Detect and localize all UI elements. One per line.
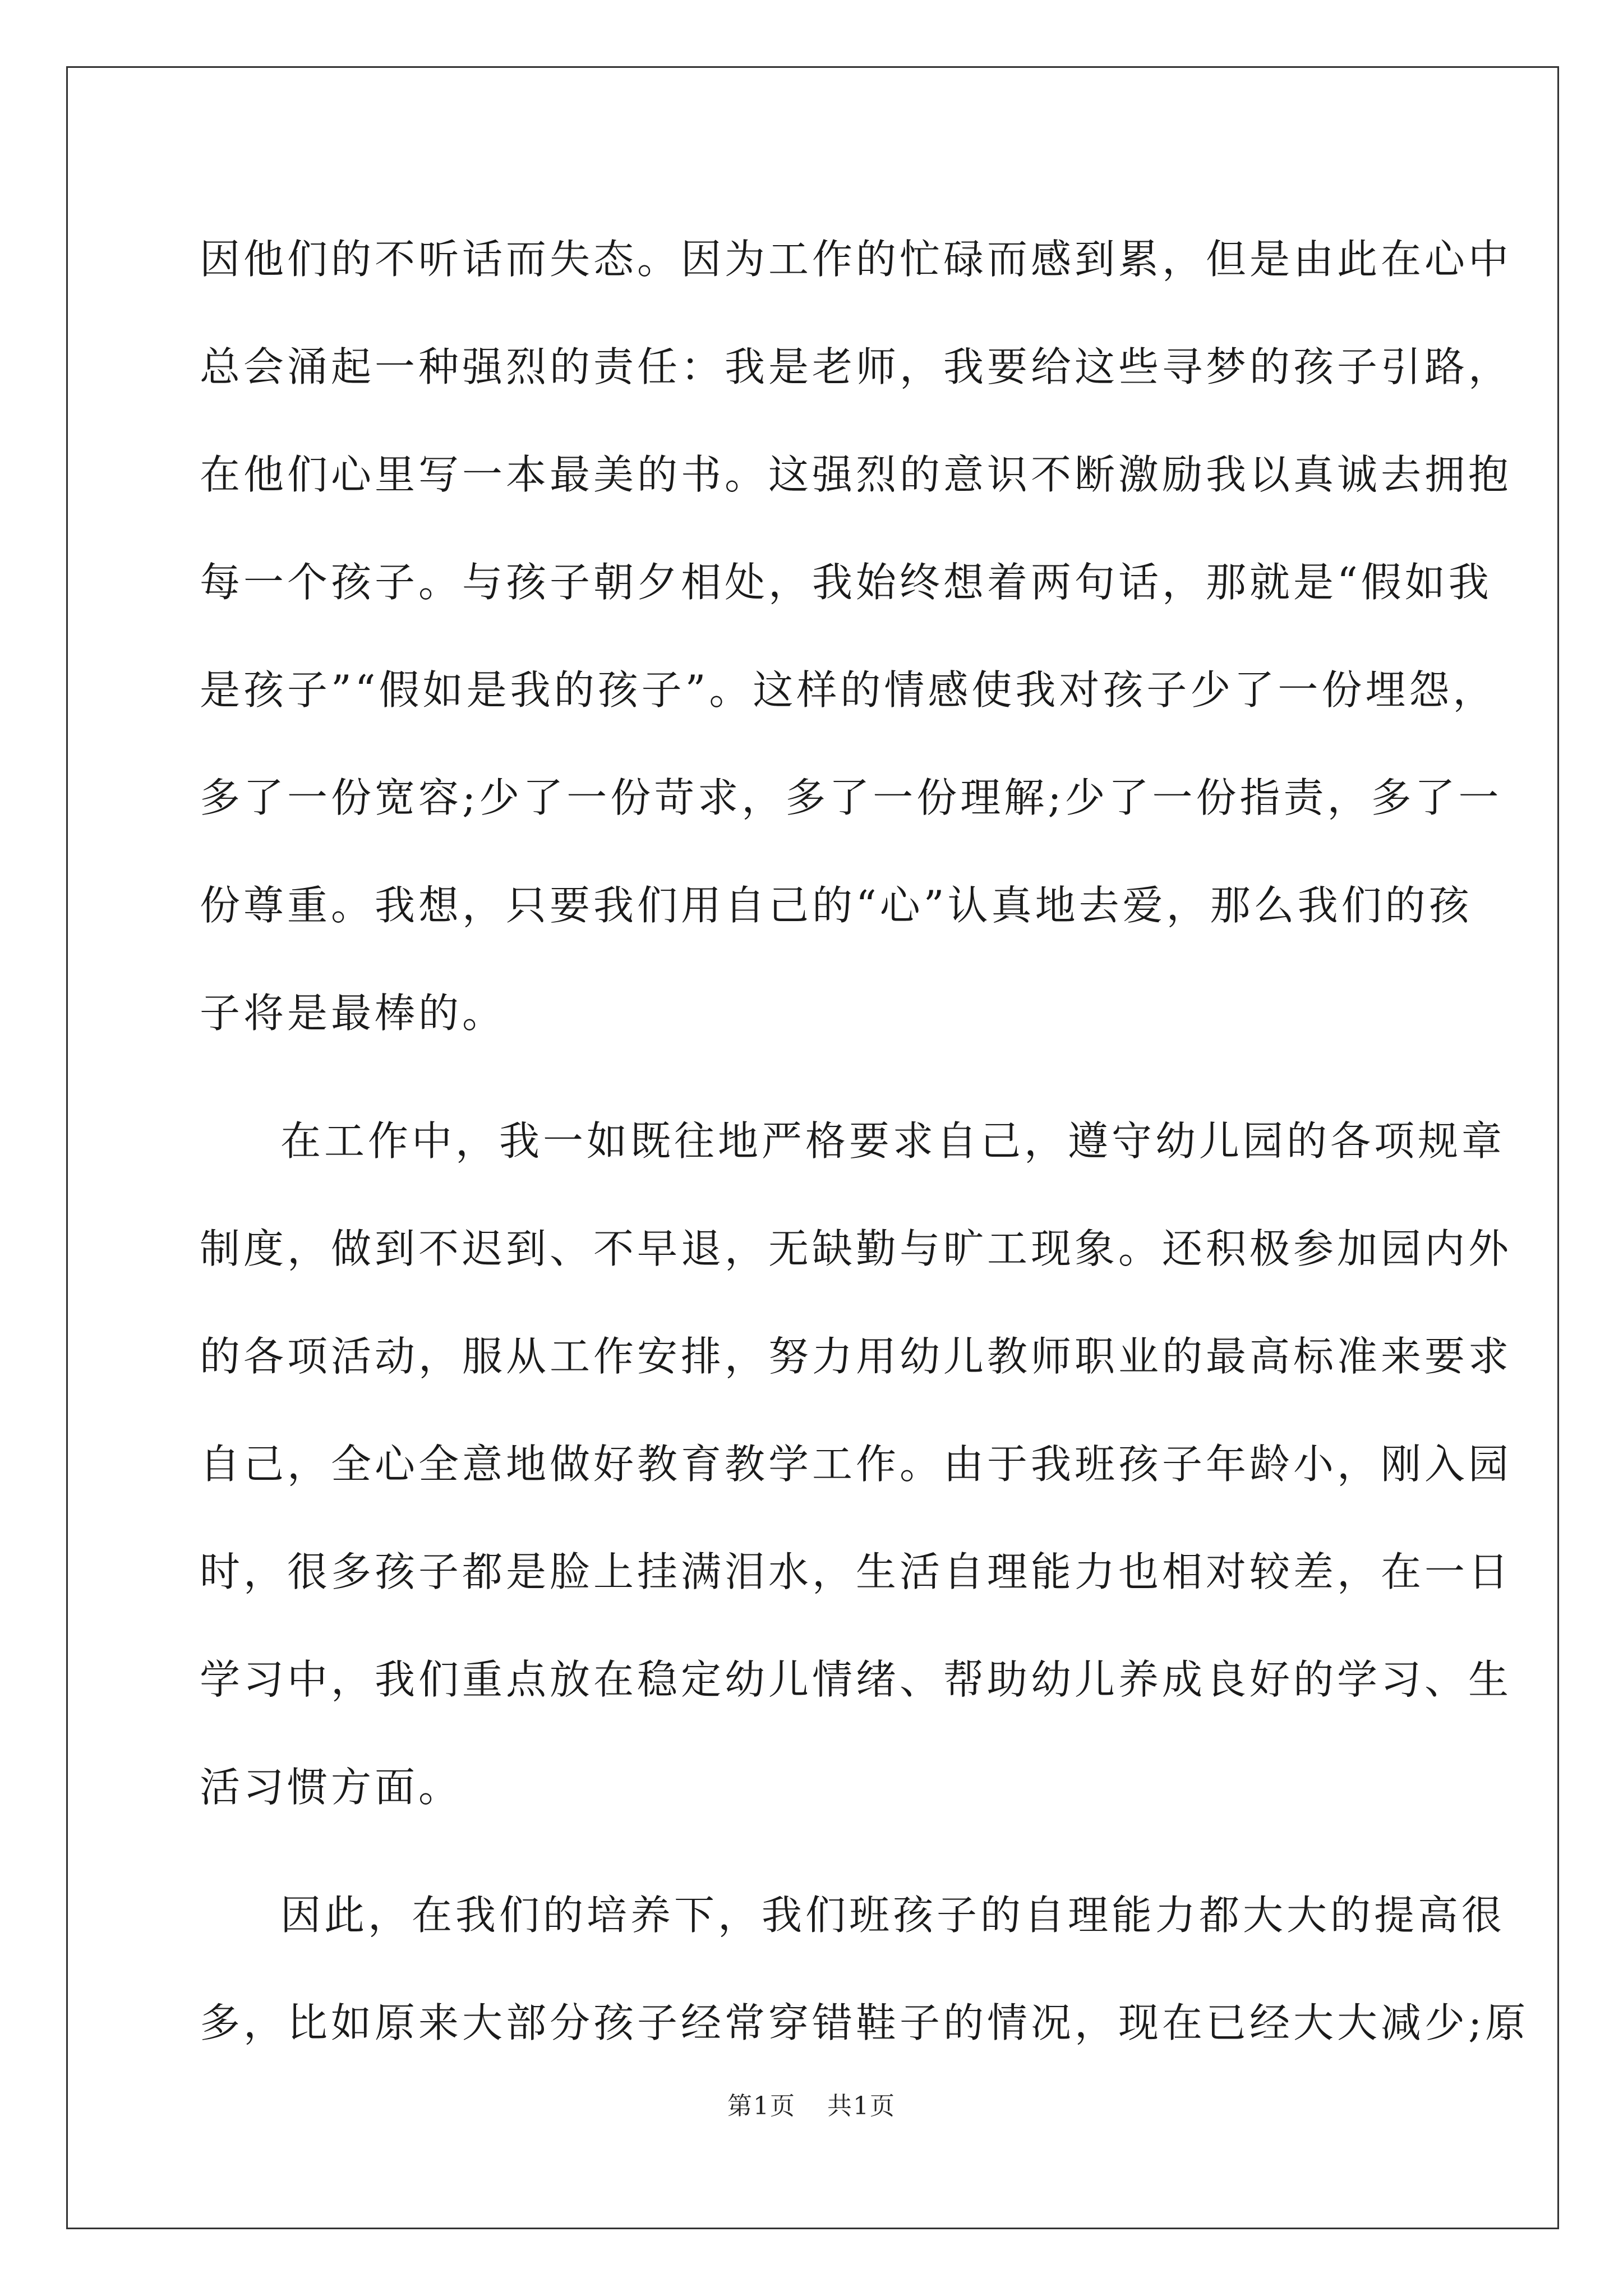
text-line: 时，很多孩子都是脸上挂满泪水，生活自理能力也相对较差，在一日 — [200, 1548, 1513, 1595]
text-line: 自己，全心全意地做好教育教学工作。由于我班孩子年龄小，刚入园 — [200, 1441, 1513, 1488]
page-number: 第1页 — [727, 2092, 796, 2120]
text-line: 是孩子”“假如是我的孩子”。这样的情感使我对孩子少了一份埋怨， — [200, 666, 1497, 714]
text-line: 每一个孩子。与孩子朝夕相处，我始终想着两句话，那就是“假如我 — [200, 559, 1492, 606]
text-line: 制度，做到不迟到、不早退，无缺勤与旷工现象。还积极参加园内外 — [200, 1225, 1513, 1272]
page-footer — [0, 2086, 1623, 2122]
text-line-last: 子将是最棒的。 — [200, 990, 506, 1037]
text-line: 学习中，我们重点放在稳定幼儿情绪、帮助幼儿养成良好的学习、生 — [200, 1656, 1513, 1703]
text-line-last: 活习惯方面。 — [200, 1764, 463, 1811]
paragraph-gap — [200, 1841, 1433, 1861]
paragraph-gap — [200, 1067, 1433, 1087]
text-line: 的各项活动，服从工作安排，努力用幼儿教师职业的最高标准来要求 — [200, 1333, 1513, 1380]
text-line: 总会涌起一种强烈的责任：我是老师，我要给这些寻梦的孩子引路， — [200, 343, 1513, 390]
text-line: 因他们的不听话而失态。因为工作的忙碌而感到累，但是由此在心中 — [200, 236, 1513, 283]
text-line: 多了一份宽容;少了一份苛求，多了一份理解;少了一份指责，多了一 — [200, 774, 1502, 821]
text-line: 多，比如原来大部分孩子经常穿错鞋子的情况，现在已经大大减少;原 — [200, 1999, 1529, 2046]
text-line: 份尊重。我想，只要我们用自己的“心”认真地去爱，那么我们的孩 — [200, 882, 1473, 929]
text-line-indented: 在工作中，我一如既往地严格要求自己，遵守幼儿园的各项规章 — [280, 1117, 1506, 1165]
text-line-indented: 因此，在我们的培养下，我们班孩子的自理能力都大大的提高很 — [280, 1892, 1506, 1939]
text-line: 在他们心里写一本最美的书。这强烈的意识不断激励我以真诚去拥抱 — [200, 451, 1513, 498]
page-total: 共1页 — [827, 2092, 896, 2120]
document-body — [200, 205, 1529, 2077]
